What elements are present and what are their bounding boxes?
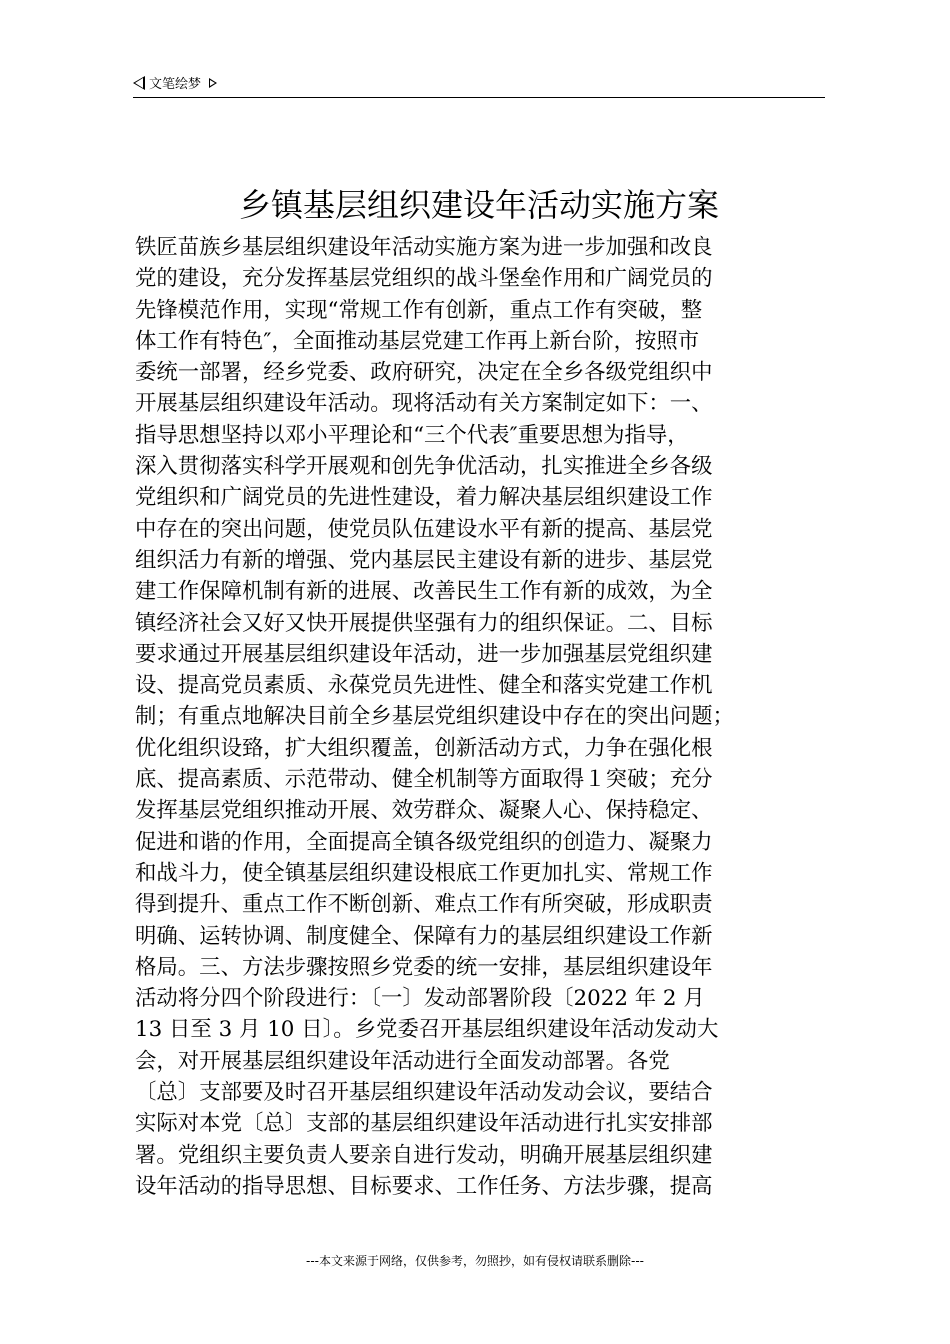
body-line: 底、提高素质、示范带动、健全机制等方面取得１突破；充分 <box>135 767 713 793</box>
body-line: 中存在的突出问题，使党员队伍建设水平有新的提高、基层党 <box>135 516 713 542</box>
body-line: 深入贯彻落实科学开展观和创先争优活动，扎实推进全乡各级 <box>135 454 713 480</box>
body-line: 体工作有特色″，全面推动基层党建工作再上新台阶，按照市 <box>135 328 700 354</box>
body-line: 明确、运转协调、制度健全、保障有力的基层组织建设工作新 <box>135 923 713 949</box>
triangle-left-icon <box>133 76 145 90</box>
body-line: 设、提高党员素质、永葆党员先进性、健全和落实党建工作机 <box>135 673 713 699</box>
document-title: 乡镇基层组织建设年活动实施方案 <box>238 186 719 224</box>
body-line: 先锋模范作用，实现“常规工作有创新，重点工作有突破，整 <box>135 297 703 323</box>
body-line: 发挥基层党组织推动开展、效劳群众、凝聚人心、保持稳定、 <box>135 798 713 824</box>
body-line: 会，对开展基层组织建设年活动进行全面发动部署。各党 <box>135 1048 670 1074</box>
body-line: 要求通过开展基层组织建设年活动，进一步加强基层党组织建 <box>135 641 713 667</box>
footer-disclaimer: ---本文来源于网络，仅供参考，勿照抄，如有侵权请联系删除--- <box>306 1254 644 1268</box>
body-line: 制；有重点地解决目前全乡基层党组织建设中存在的突出问题； <box>135 704 734 730</box>
body-line: 署。党组织主要负责人要亲自进行发动，明确开展基层组织建 <box>135 1142 713 1168</box>
body-line: 优化组织设臵，扩大组织覆盖，创新活动方式，力争在强化根 <box>135 735 713 761</box>
body-line: 委统一部署，经乡党委、政府研究，决定在全乡各级党组织中 <box>135 360 713 386</box>
body-line: 得到提升、重点工作不断创新、难点工作有所突破，形成职责 <box>135 892 713 918</box>
body-line: 开展基层组织建设年活动。现将活动有关方案制定如下：一、 <box>135 391 713 417</box>
body-line: 铁匠苗族乡基层组织建设年活动实施方案为进一步加强和改良 <box>135 235 713 260</box>
body-line: 实际对本党〔总〕支部的基层组织建设年活动进行扎实安排部 <box>135 1111 713 1137</box>
body-line: 促进和谐的作用，全面提高全镇各级党组织的创造力、凝聚力 <box>135 829 713 855</box>
body-line: 活动将分四个阶段进行：〔一〕发动部署阶段〔2022 年 2 月 <box>135 986 705 1012</box>
body-line: 13 日至 3 月 10 日〕。乡党委召开基层组织建设年活动发动大 <box>135 1017 719 1043</box>
body-line: 党组织和广阔党员的先进性建设，着力解决基层组织建设工作 <box>135 485 713 511</box>
body-line: 〔总〕支部要及时召开基层组织建设年活动发动会议，要结合 <box>135 1080 713 1106</box>
header-brand: 文笔绘梦 <box>149 77 202 92</box>
body-line: 组织活力有新的增强、党内基层民主建设有新的进步、基层党 <box>135 547 713 573</box>
body-line: 指导思想坚持以邓小平理论和“三个代表″重要思想为指导， <box>135 422 689 448</box>
header-divider <box>133 97 825 98</box>
body-line: 和战斗力，使全镇基层组织建设根底工作更加扎实、常规工作 <box>135 860 713 886</box>
body-line: 设年活动的指导思想、目标要求、工作任务、方法步骤，提高 <box>135 1173 713 1199</box>
body-line: 格局。三、方法步骤按照乡党委的统一安排，基层组织建设年 <box>135 954 713 980</box>
triangle-right-icon <box>209 78 217 88</box>
page-header <box>133 74 825 96</box>
document-body <box>135 232 827 1202</box>
body-line: 镇经济社会又好又快开展提供坚强有力的组织保证。二、目标 <box>135 610 713 636</box>
body-line: 建工作保障机制有新的进展、改善民生工作有新的成效，为全 <box>135 579 713 605</box>
body-line: 党的建设，充分发挥基层党组织的战斗堡垒作用和广阔党员的 <box>135 266 713 292</box>
